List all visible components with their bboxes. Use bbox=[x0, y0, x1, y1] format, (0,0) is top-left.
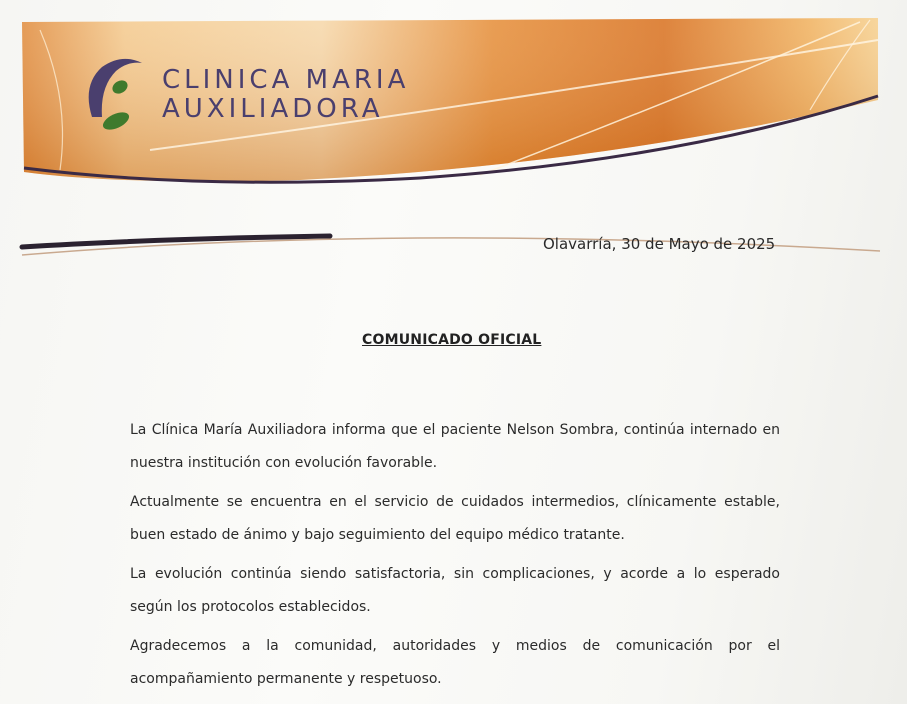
paragraph: Agradecemos a la comunidad, autoridades y medios de comunicación por el acompañamiento permanente y respetuoso. bbox=[130, 638, 780, 687]
paragraph: La evolución continúa siendo satisfactoria, sin complicaciones, y acorde a lo esperado según los protocolos establecidos. bbox=[130, 566, 780, 615]
letter-date: Olavarría, 30 de Mayo de 2025 bbox=[543, 235, 776, 253]
paragraph: Actualmente se encuentra en el servicio de cuidados intermedios, clínicamente estable, buen estado de ánimo y bajo seguimiento del equipo médico tratante. bbox=[130, 494, 780, 543]
letter-heading: COMUNICADO OFICIAL bbox=[362, 332, 542, 348]
clinic-name-logotype bbox=[162, 66, 409, 124]
clinic-name-line1: CLINICA MARIA bbox=[162, 65, 410, 95]
paragraph: La Clínica María Auxiliadora informa que el paciente Nelson Sombra, continúa internado en nuestra institución con evolución favorable. bbox=[130, 422, 780, 471]
clinic-name-line2: AUXILIADORA bbox=[162, 94, 384, 124]
letter-body bbox=[130, 414, 780, 702]
clinic-logo-icon bbox=[80, 55, 150, 135]
